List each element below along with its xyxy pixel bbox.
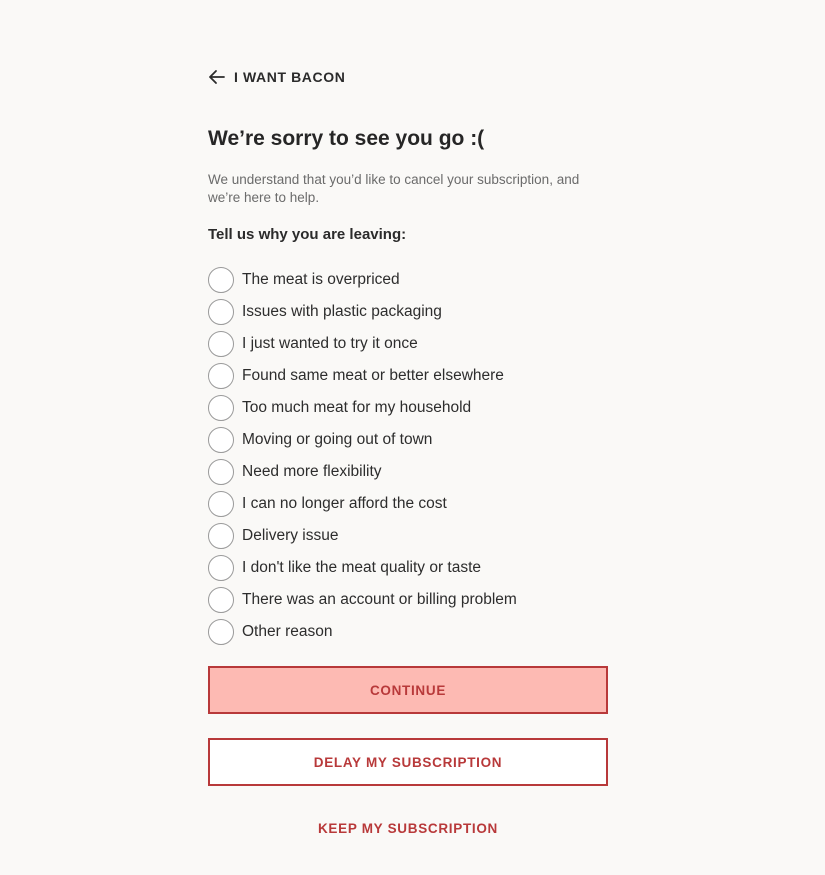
reason-option[interactable] bbox=[208, 392, 517, 424]
radio-button[interactable] bbox=[208, 427, 234, 453]
radio-button[interactable] bbox=[208, 459, 234, 485]
reason-option[interactable] bbox=[208, 488, 517, 520]
reason-label: Other reason bbox=[242, 623, 333, 640]
reason-label: I can no longer afford the cost bbox=[242, 495, 447, 512]
radio-button[interactable] bbox=[208, 523, 234, 549]
reason-option[interactable] bbox=[208, 360, 517, 392]
radio-button[interactable] bbox=[208, 587, 234, 613]
reason-label: I just wanted to try it once bbox=[242, 335, 418, 352]
reason-option[interactable] bbox=[208, 520, 517, 552]
back-link-label: I WANT BACON bbox=[234, 69, 346, 85]
radio-button[interactable] bbox=[208, 267, 234, 293]
reason-option[interactable] bbox=[208, 552, 517, 584]
reason-label: Need more flexibility bbox=[242, 463, 382, 480]
continue-button[interactable]: CONTINUE bbox=[208, 666, 608, 714]
radio-button[interactable] bbox=[208, 363, 234, 389]
page-title: We’re sorry to see you go :( bbox=[208, 127, 485, 150]
reason-option[interactable] bbox=[208, 296, 517, 328]
back-link[interactable] bbox=[208, 67, 345, 87]
reason-label: Issues with plastic packaging bbox=[242, 303, 442, 320]
radio-button[interactable] bbox=[208, 619, 234, 645]
radio-button[interactable] bbox=[208, 555, 234, 581]
reason-label: Too much meat for my household bbox=[242, 399, 472, 416]
page-subtitle: We understand that you’d like to cancel your subscription, and we’re here to help. bbox=[208, 172, 580, 205]
reason-label: I don't like the meat quality or taste bbox=[242, 559, 482, 576]
reason-label: Found same meat or better elsewhere bbox=[242, 367, 504, 384]
reason-option[interactable] bbox=[208, 456, 517, 488]
reason-label: Moving or going out of town bbox=[242, 431, 433, 448]
reason-option[interactable] bbox=[208, 264, 517, 296]
delay-subscription-button[interactable]: DELAY MY SUBSCRIPTION bbox=[208, 738, 608, 786]
reason-option[interactable] bbox=[208, 424, 517, 456]
keep-subscription-link[interactable]: KEEP MY SUBSCRIPTION bbox=[317, 821, 499, 836]
reason-label: There was an account or billing problem bbox=[242, 591, 517, 608]
reason-label: Delivery issue bbox=[242, 527, 339, 544]
radio-button[interactable] bbox=[208, 299, 234, 325]
arrow-left-icon bbox=[208, 67, 225, 87]
reason-option[interactable] bbox=[208, 328, 517, 360]
reason-option[interactable] bbox=[208, 584, 517, 616]
reason-list bbox=[208, 264, 517, 648]
survey-question: Tell us why you are leaving: bbox=[208, 226, 407, 243]
radio-button[interactable] bbox=[208, 491, 234, 517]
radio-button[interactable] bbox=[208, 395, 234, 421]
reason-label: The meat is overpriced bbox=[242, 271, 400, 288]
reason-option[interactable] bbox=[208, 616, 517, 648]
radio-button[interactable] bbox=[208, 331, 234, 357]
